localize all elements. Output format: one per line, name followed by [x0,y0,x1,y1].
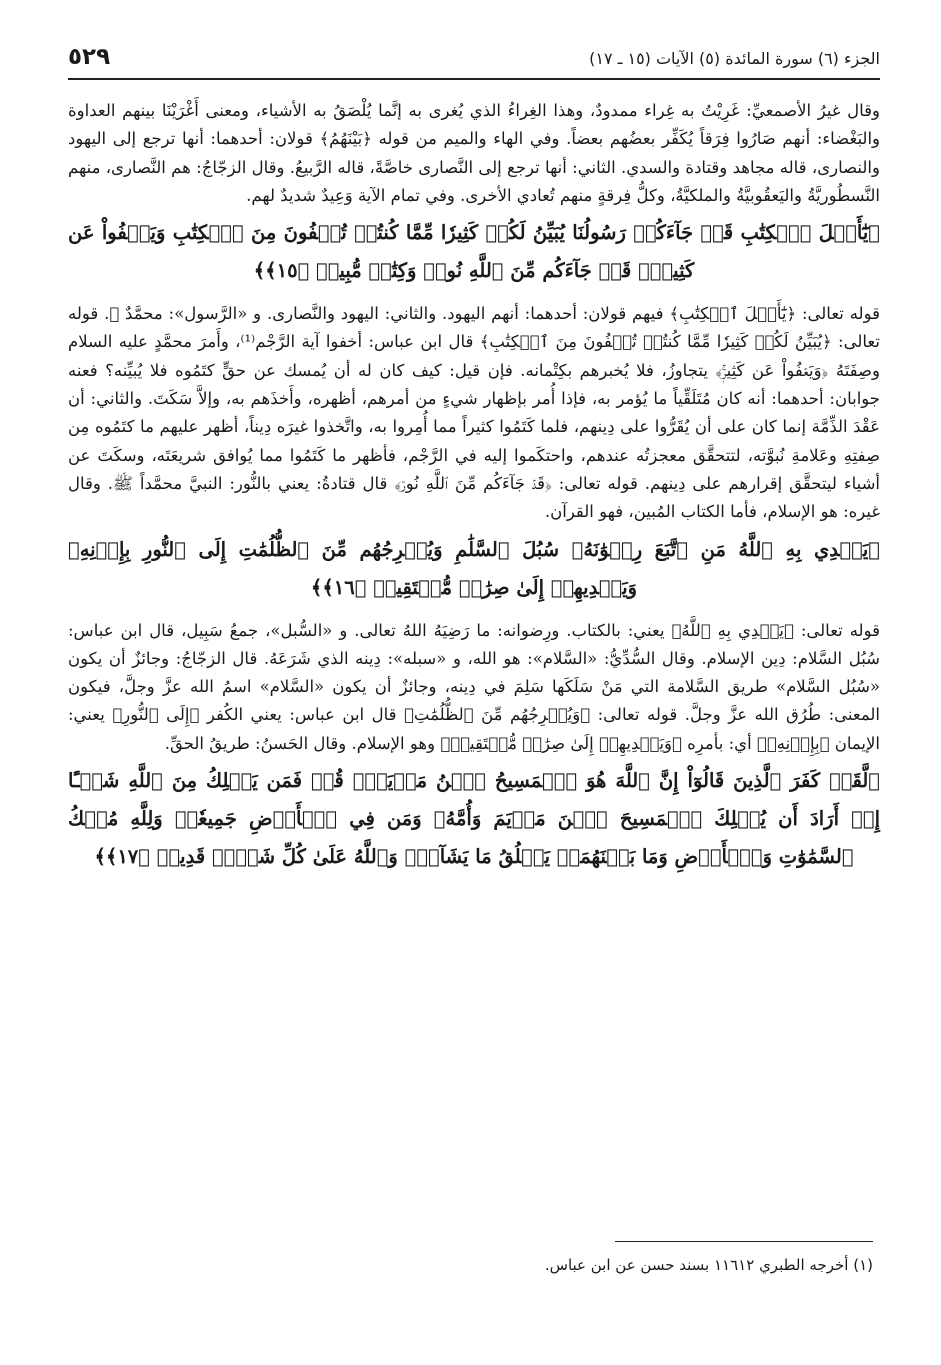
page-body [68,97,880,886]
quran-verse-17: ﴿لَّقَدۡ كَفَرَ ٱلَّذِينَ قَالُوٓاْ إِنَّ ٱللَّهَ هُوَ ٱلۡمَسِيحُ ٱبۡنُ مَرۡيَمَۚ قُلۡ فَمَن يَمۡلِكُ مِنَ ٱللَّهِ شَيۡـًٔا إِنۡ أَرَادَ أَن يُهۡلِكَ ٱلۡمَسِيحَ ٱبۡنَ مَرۡيَمَ وَأُمَّهُۥ وَمَن فِي ٱلۡأَرۡضِ جَمِيعٗاۗ وَلِلَّهِ مُلۡكُ ٱلسَّمَٰوَٰتِ وَٱلۡأَرۡضِ وَمَا بَيۡنَهُمَاۚ يَخۡلُقُ مَا يَشَآءُۚ وَٱللَّهُ عَلَىٰ كُلِّ شَيۡءٖ قَدِيرٞ ﴿١٧﴾﴾ [68,769,880,869]
commentary-paragraph: قوله تعالى: ﴿يَهۡدِي بِهِ ٱللَّهُ﴾ يعني: بالكتاب. ورِضوانه: ما رَضِيَهُ اللهُ تعالى. و «السُّبل»، جمعُ سَبِيل، قال ابن عباس: سُبُل السَّلام: دِين الإسلام. وقال السُّدِّيُّ: «السَّلام»: هو الله، و «سبله»: دِينه الذي شَرَعَهُ. قال الزجّاجُ: وجائزٌ أن يكون «سُبُل السَّلام» طريق السَّلامة التي مَنْ سَلَكَها سَلِمَ في دِينه، وجائزٌ أن يكون «السَّلام» اسمُ الله عزَّ وجلَّ، فيكون المعنى: طُرُق الله عزَّ وجلَّ. قوله تعالى: ﴿وَيُخۡرِجُهُم مِّنَ ٱلظُّلُمَٰتِ﴾ قال ابن عباس: يعني الكُفر ﴿إِلَى ٱلنُّورِ﴾ يعني: الإيمان ﴿بِإِذۡنِهِۦ﴾ أي: بأمرِه ﴿وَيَهۡدِيهِمۡ إِلَىٰ صِرَٰطٖ مُّسۡتَقِيمٖ﴾ وهو الإسلام. وقال الحَسنُ: طريقُ الحقِّ. [68,620,880,753]
running-head: الجزء (٦) سورة المائدة (٥) الآيات (١٥ ـ ١٧) [589,49,880,68]
commentary-paragraph: وقال غيرُ الأصمعيِّ: غَرِيْتُ به غِراء ممدودٌ، وهذا الغِراءُ الذي يُغرى به إنَّما يُلْصَقُ به الأشياء، ومعنى أَغْرَيْنَا بينهم العداوة والبَغْضاء: أنهم صَارُوا فِرَقاً يُكَفِّر بعضُهم بعضاً. وفي الهاء والميم من قوله ﴿بَيْنَهُمُ﴾ قولان: أحدهما: أنها ترجع إلى اليهود والنصارى، قاله مجاهد وقتادة والسدي. الثاني: أنها ترجع إلى النَّصارى خاصَّةً، قاله الرَّبيعُ. وقال الزجّاجُ: هم النَّصارى، منهم النَّسطُوريَّةُ واليَعقُوبيَّةُ والملكيَّةُ، وكلُّ فِرقةٍ منهم تُعادي الأخرى. وفي تمام الآية وَعِيدٌ شديدٌ لهم. [68,101,880,205]
footnote-divider [615,1241,873,1242]
footnote: (١) أخرجه الطبري ١١٦١٢ بسند حسن عن ابن عباس. [544,1256,873,1274]
commentary-paragraph: قوله تعالى: ﴿يَٰٓأَهۡلَ ٱلۡكِتَٰبِ﴾ فيهم قولان: أحدهما: أنهم اليهود. والثاني: اليهود والنَّصارى. و «الرَّسول»: محمَّدٌ ﷺ. قوله تعالى: ﴿يُبَيِّنُ لَكُمۡ كَثِيرٗا مِّمَّا كُنتُمۡ تُخۡفُونَ مِنَ ٱلۡكِتَٰبِ﴾ قال ابن عباس: أخفوا آية الرَّجْم⁽¹⁾، وأَمرَ محمَّدٍ عليه السلام وصِفَتَهُ ﴿وَيَعۡفُواْ عَن كَثِيرٖۚ﴾ يتجاوزُ، فلا يُخبرهم بكِتْمانه. فإن قيل: كيف كان له أن يُمسك عن حقٍّ كتَمُوه فلا يُبيِّنه؟ فعنه جوابان: أحدهما: أنه كان مُتَلَقِّياً ما يُؤمر به، فإذا أُمر بإظهار شيءٍ من أمرهم، أظهره، وأَخذَهم به، وإلاَّ سَكَتَ. والثاني: أن عَقْدَ الذِّمَّة إنما كان على أن يُقَرُّوا على دِينهم، فلما كَتَمُوا كثيراً مما أُمِروا به، واتَّخذوا غيرَه دِيناً، أظهر عليهم ما كتَمُوه مِن صِفتِهِ وعَلامةِ نُبوَّته، لتتحقَّق معجزتُه عندهم، واحتكَموا إليه في الرَّجْم، فأظهر ما كَتَمُوا مما يُوافق شريعَتَه، وسكَتَ عن أشياء ليتحقَّق إقرارهم على دِينهم. قوله تعالى: ﴿قَدۡ جَآءَكُم مِّنَ ٱللَّهِ نُورٞ﴾ قال قتادةُ: يعني بالنُّور: النبيَّ محمَّداً ﷺ. وقال غيره: هو الإسلام، فأما الكتاب المُبين، فهو القرآن. [68,304,880,522]
quran-verse-16: ﴿يَهۡدِي بِهِ ٱللَّهُ مَنِ ٱتَّبَعَ رِضۡوَٰنَهُۥ سُبُلَ ٱلسَّلَٰمِ وَيُخۡرِجُهُم مِّنَ ٱلظُّلُمَٰتِ إِلَى ٱلنُّورِ بِإِذۡنِهِۦ وَيَهۡدِيهِمۡ إِلَىٰ صِرَٰطٖ مُّسۡتَقِيمٖ ﴿١٦﴾﴾ [68,537,880,599]
page-header [68,38,880,80]
quran-verse-15: ﴿يَٰٓأَهۡلَ ٱلۡكِتَٰبِ قَدۡ جَآءَكُمۡ رَسُولُنَا يُبَيِّنُ لَكُمۡ كَثِيرٗا مِّمَّا كُنتُمۡ تُخۡفُونَ مِنَ ٱلۡكِتَٰبِ وَيَعۡفُواْ عَن كَثِيرٖۚ قَدۡ جَآءَكُم مِّنَ ٱللَّهِ نُورٞ وَكِتَٰبٞ مُّبِينٞ ﴿١٥﴾﴾ [68,221,880,283]
page-number: ٥٢٩ [68,44,111,70]
